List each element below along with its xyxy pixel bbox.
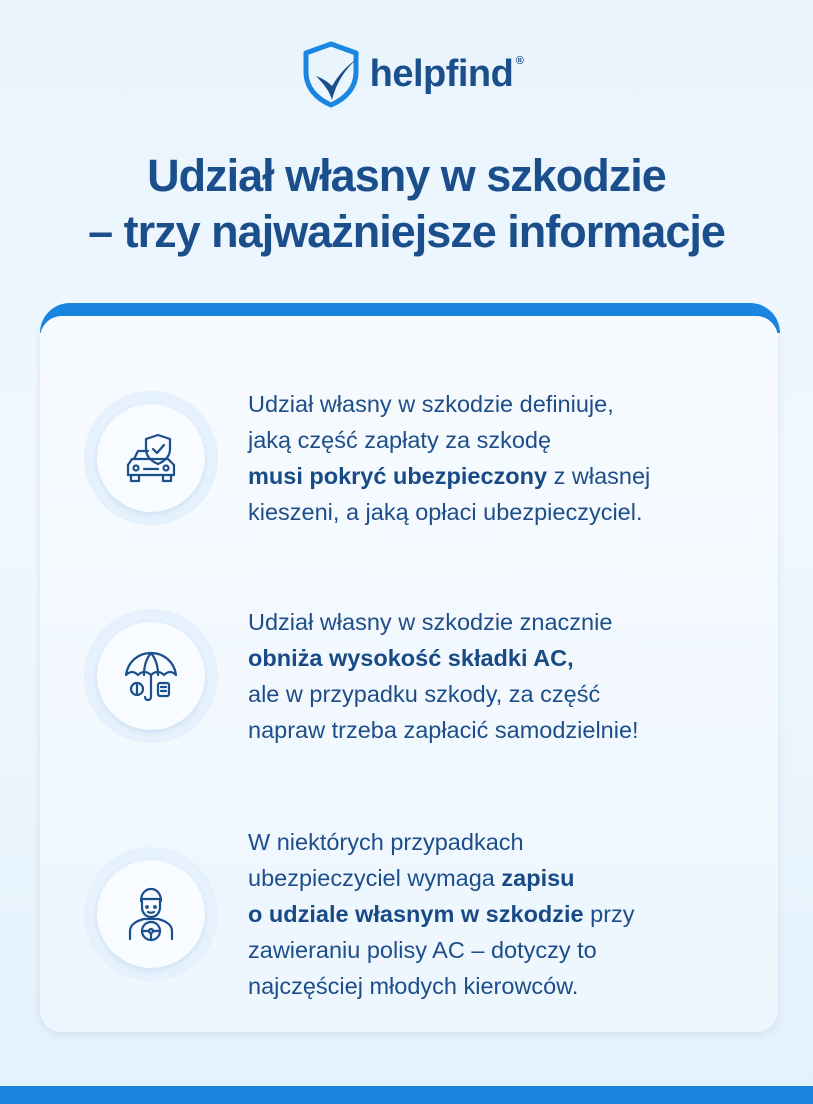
info-text-3: W niektórych przypadkach ubezpieczyciel wymaga zapisu o udziale własnym w szkodzie przy zawieraniu polisy AC – dotyczy to najczęściej młodych kierowców. [248, 829, 635, 999]
page-title [0, 148, 813, 260]
shield-logo-icon [300, 40, 362, 108]
title-line-1: Udział własny w szkodzie [147, 150, 666, 201]
brand-logo [0, 40, 813, 108]
bottom-accent-bar [0, 1086, 813, 1104]
info-text-1: Udział własny w szkodzie definiuje, jaką część zapłaty za szkodę musi pokryć ubezpieczony z własnej kieszeni, a jaką opłaci ubezpieczyciel. [248, 391, 651, 525]
young-driver-icon [122, 885, 180, 943]
umbrella-money-icon [122, 647, 180, 705]
info-item-1 [84, 386, 718, 530]
info-card [40, 316, 778, 1032]
brand-name: helpfind ® [369, 52, 524, 95]
info-item-3 [84, 824, 718, 1004]
info-text-2: Udział własny w szkodzie znacznie obniża wysokość składki AC, ale w przypadku szkody, za część napraw trzeba zapłacić samodzielnie! [248, 609, 639, 743]
title-line-2: – trzy najważniejsze informacje [88, 206, 725, 257]
car-shield-icon [122, 429, 180, 487]
info-item-2 [84, 604, 718, 748]
